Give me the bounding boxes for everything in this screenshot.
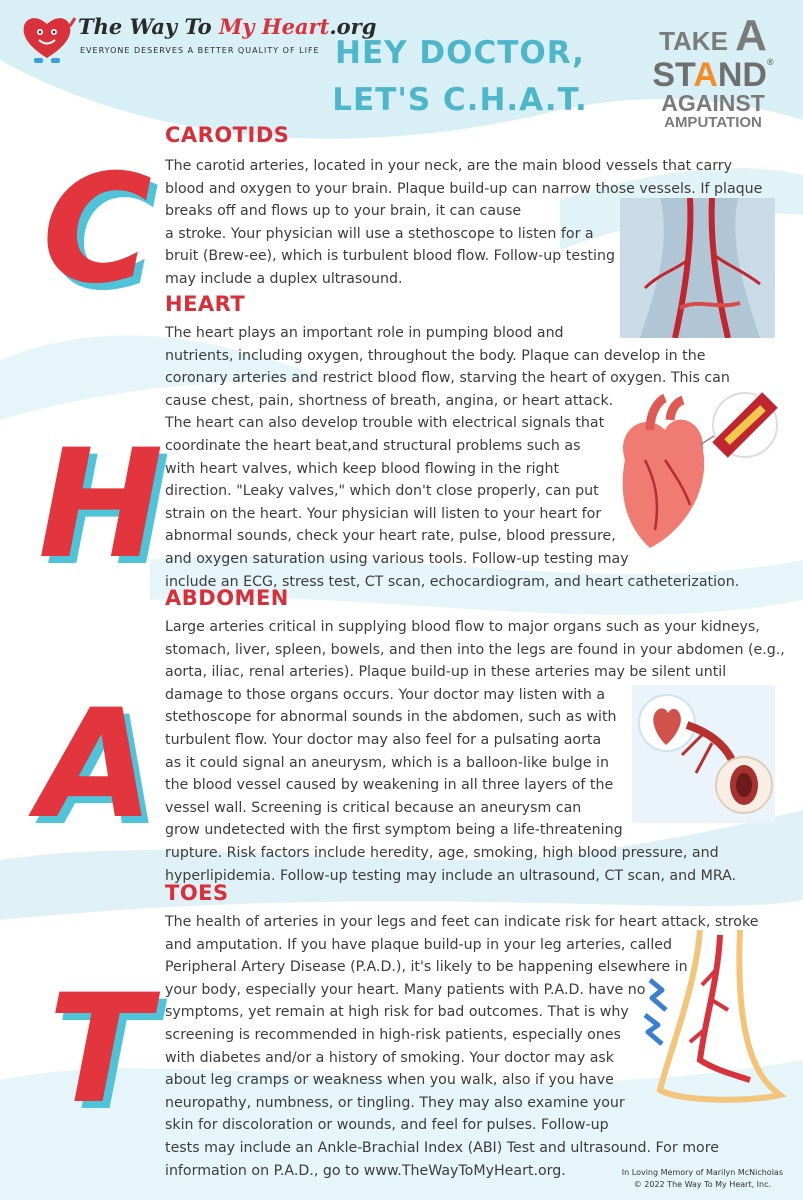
page-title: HEY DOCTOR, LET'S C.H.A.T. — [332, 35, 588, 118]
letter-c: C — [42, 143, 153, 317]
section-text-toes: The health of arteries in your legs and feet can indicate risk for heart attack, stroke and amputation. If you have plaque build-up in your leg arteries, called Peripheral Artery Disease (P.A.D.), it's likely to be happening elsewhere in your body, especially your heart. Many patients with P.A.D. have no symptoms, yet remain at high risk for bad outcomes. That is why screening is recommended in high-risk patients, especially ones with diabetes and/or a history of smoking. Your doctor may ask about leg cramps or weakness when you walk, also if you have neuropathy, numbness, or tingling. They may also examine your skin for discoloration or wounds, and feel for pulses. Follow-up tests may include an Ankle-Brachial Index (ABI) Test and ultrasound. For more information on P.A.D., go to www.TheWayToMyHeart.org. — [165, 914, 759, 1179]
heart-illustration — [605, 390, 780, 555]
logo-tagline: EVERYONE DESERVES A BETTER QUALITY OF LIFE — [80, 46, 320, 55]
section-text-carotids: The carotid arteries, located in your neck, are the main blood vessels that carry blood and oxygen to your brain. Plaque build-up can narrow those vessels. If plaque breaks off and flows up to your brain, it can cause a stroke. Your physician will use a stethoscope to listen for a bruit (Brew-ee), which is turbulent blood flow. Follow-up testing may include a duplex ultrasound. — [165, 158, 763, 287]
heart-mascot-logo — [18, 10, 76, 66]
section-heading-abdomen: ABDOMEN — [165, 586, 289, 610]
section-text-heart: The heart plays an important role in pumping blood and nutrients, including oxygen, throughout the body. Plaque can develop in the coronary arteries and restrict blood flow, starving the heart of oxygen. This can cause chest, pain, shortness of breath, angina, or heart attack. The heart can also develop trouble with electrical signals that coordinate the heart beat,and structural problems such as with heart valves, which keep blood flowing in the right direction. "Leaky valves," which don't close properly, can put strain on the heart. Your physician will listen to your heart for abnormal sounds, check your heart rate, pulse, blood pressure, and oxygen saturation using various tools. Follow-up testing may include an ECG, stress test, CT scan, echocardiogram, and heart catheterization. — [165, 325, 740, 590]
take-a-stand-badge: TAKE A STAND® AGAINST AMPUTATION — [652, 11, 774, 131]
letter-h: H — [38, 418, 164, 592]
section-heading-carotids: CAROTIDS — [165, 123, 290, 147]
letter-t: T — [48, 963, 151, 1137]
leg-artery-illustration — [640, 930, 790, 1105]
footer-credits: In Loving Memory of Marilyn McNicholas © 2022 The Way To My Heart, Inc. — [621, 1168, 783, 1189]
section-text-abdomen: Large arteries critical in supplying blood flow to major organs such as your kidneys, stomach, liver, spleen, bowels, and then into the legs are found in your abdomen (e.g., aorta, iliac, renal arteries). Plaque build-up in these arteries may be silent until damage to those organs occurs. Your doctor may listen with a stethoscope for abnormal sounds in the abdomen, such as with turbulent flow. Your doctor may also feel for a pulsating aorta as it could signal an aneurysm, which is a balloon-like bulge in the blood vessel caused by weakening in all three layers of the vessel wall. Screening is critical because an aneurysm can grow undetected with the first symptom being a life-threatening rupture. Risk factors include heredity, age, smoking, high blood pressure, and hyperlipidemia. Follow-up testing may include an ultrasound, CT scan, and MRA. — [165, 619, 785, 884]
section-heading-heart: HEART — [165, 292, 246, 316]
letter-a: A — [38, 678, 155, 852]
aorta-aneurysm-image — [632, 685, 775, 823]
section-heading-toes: TOES — [165, 881, 229, 905]
neck-arteries-image — [620, 198, 775, 338]
logo-wordmark: The Way To My Heart.org — [78, 14, 377, 39]
